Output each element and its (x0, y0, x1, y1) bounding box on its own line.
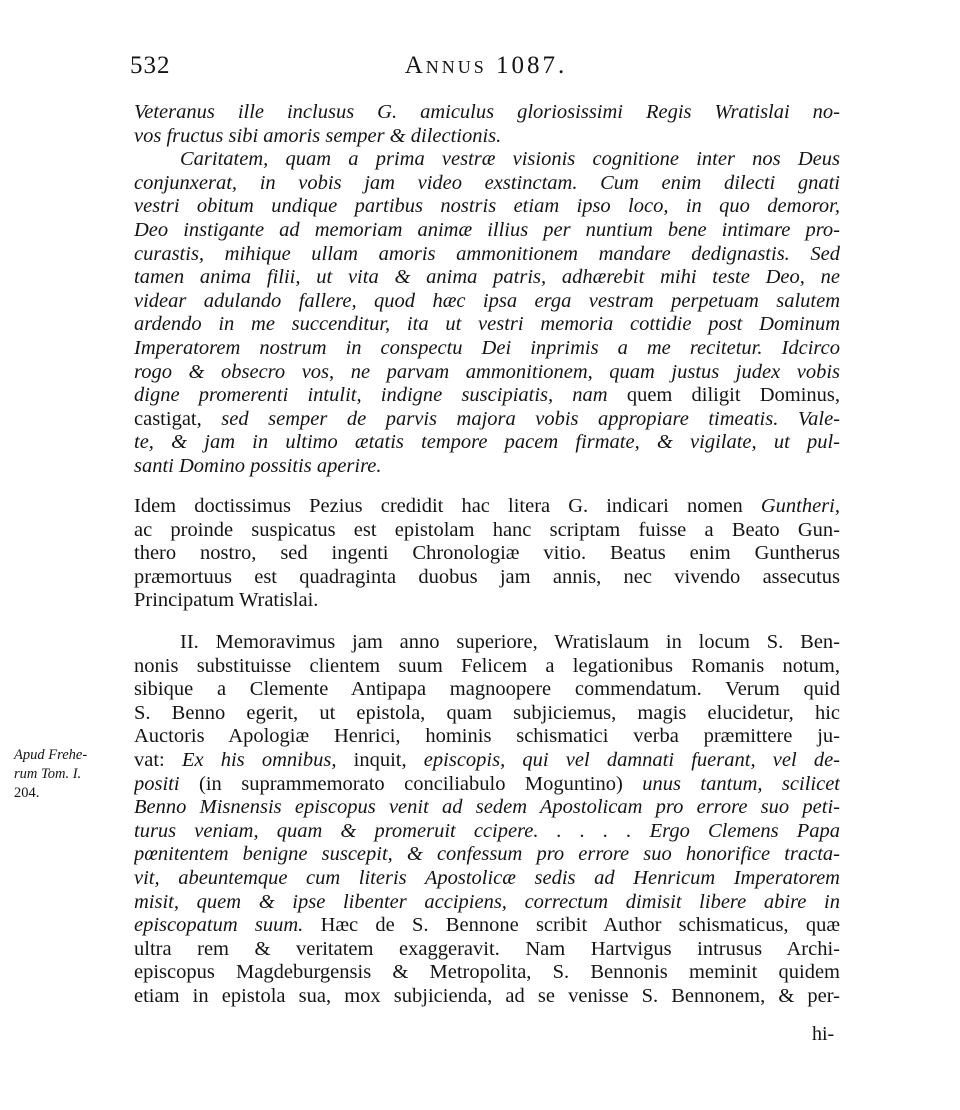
text-line: videar adulando fallere, quod hæc ipsa erga vestram perpetuam salutem (134, 289, 840, 312)
text-line: te, & jam in ultimo ætatis tempore pacem firmate, & vigilate, ut pul- (134, 431, 840, 454)
text-line: Caritatem, quam a prima vestræ visionis cognitione inter nos Deus (180, 148, 840, 171)
text-line: curastis, mihique ullam amoris ammonitionem mandare dedignastis. Sed (134, 242, 840, 265)
text-line: Deo instigante ad memoriam animæ illius per nuntium bene intimare pro- (134, 218, 840, 241)
text-line: santi Domino possitis aperire. (134, 454, 382, 477)
text-line: vos fructus sibi amoris semper & dilectionis. (134, 124, 502, 147)
text-line: Auctoris Apologiæ Henrici, hominis schismatici verba præmittere ju- (134, 725, 840, 748)
text-line (134, 384, 840, 408)
text-line (134, 773, 840, 797)
italic-run: episcopis, qui vel damnati fuerant, vel de- (423, 748, 840, 771)
text-line (134, 408, 840, 432)
text-line: S. Benno egerit, ut epistola, quam subjiciemus, magis elucidetur, hic (134, 701, 840, 724)
roman-run: (in suprammemorato conciliabulo Moguntino) (199, 772, 623, 795)
text-line: II. Memoravimus jam anno superiore, Wratislaum in locum S. Ben- (180, 631, 840, 653)
text-line: Principatum Wratislai. (134, 589, 319, 612)
text-line: Imperatorem nostrum in conspectu Dei inprimis a me recitetur. Idcirco (134, 336, 840, 359)
roman-run: Hæc de S. Bennone scribit Author schismaticus, quæ (320, 914, 840, 937)
text-line: ultra rem & veritatem exaggeravit. Nam Hartvigus intrusus Archi- (134, 937, 840, 960)
italic-run: unus tantum, scilicet (642, 772, 840, 795)
text-line: ac proinde suspicatus est epistolam hanc scriptam fuisse a Beato Gun- (134, 518, 840, 541)
text-line: thero nostro, sed ingenti Chronologiæ vitio. Beatus enim Guntherus (134, 542, 840, 565)
running-title: Annus 1087. (404, 52, 568, 79)
margin-note-line: rum Tom. I. (14, 766, 82, 782)
margin-note-line: 204. (14, 785, 40, 801)
italic-run: Ex his omnibus, (181, 748, 337, 771)
text-line: misit, quem & ipse libenter accipiens, correctum dimisit libere abire in (134, 890, 840, 913)
text-line: præmortuus est quadraginta duobus jam annis, nec vivendo assecutus (134, 565, 840, 588)
text-line: ardendo in me succenditur, ita ut vestri memoria cottidie post Dominum (134, 313, 840, 336)
text-line: nonis substituisse clientem suum Felicem a legationibus Romanis notum, (134, 654, 840, 677)
text-line (134, 749, 840, 773)
roman-run: vat: (134, 748, 165, 771)
text-line (134, 495, 840, 519)
italic-run: Guntheri, (760, 495, 840, 517)
text-line: sibique a Clemente Antipapa magnoopere commendatum. Verum quid (134, 678, 840, 701)
italic-run: episcopatum suum. (134, 914, 304, 937)
catchword: hi- (812, 1023, 835, 1045)
text-line: Veteranus ille inclusus G. amiculus gloriosissimi Regis Wratislai no- (134, 101, 840, 123)
text-line: Benno Misnensis episcopus venit ad sedem Apostolicam pro errore suo peti- (134, 796, 840, 819)
letter-text (134, 101, 840, 479)
text-line: vit, abeuntemque cum literis Apostolicæ sedis ad Henricum Imperatorem (134, 866, 840, 889)
page-header (130, 52, 842, 92)
text-line: rogo & obsecro vos, ne parvam ammonitionem, quam justus judex vobis (134, 360, 840, 383)
margin-note-line: Apud Frehe- (14, 747, 88, 763)
page-number: 532 (130, 52, 171, 79)
italic-run: digne promerenti intulit, indigne suscipiatis, nam (134, 384, 608, 407)
text-line: conjunxerat, in vobis jam video exstinctam. Cum enim dilecti gnati (134, 171, 840, 194)
text-line: turus veniam, quam & promeruit ccipere. . . . . Ergo Clemens Papa (134, 819, 840, 842)
roman-run: castigat, (134, 407, 202, 430)
text-line: vestri obitum undique partibus nostris etiam ipso loco, in quo demoror, (134, 195, 840, 218)
text-line: episcopus Magdeburgensis & Metropolita, S. Bennonis meminit quidem (134, 961, 840, 984)
text-line (134, 914, 840, 938)
margin-note (14, 746, 126, 803)
italic-run: sed semper de parvis majora vobis appropiare timeatis. Vale- (221, 407, 840, 430)
roman-run: quem diligit Dominus, (626, 384, 840, 407)
roman-run: Idem doctissimus Pezius credidit hac litera G. indicari nomen (134, 495, 743, 517)
italic-run: positi (134, 772, 180, 795)
roman-run: inquit, (353, 748, 407, 771)
section-ii (134, 631, 840, 1009)
text-line: etiam in epistola sua, mox subjicienda, ad se venisse S. Bennonem, & per- (134, 984, 840, 1007)
editor-note (134, 495, 840, 613)
text-line: tamen anima filii, ut vita & anima patris, adhærebit mihi teste Deo, ne (134, 266, 840, 289)
text-line: pœnitentem benigne suscepit, & confessum pro errore suo honorifice tracta- (134, 843, 840, 866)
